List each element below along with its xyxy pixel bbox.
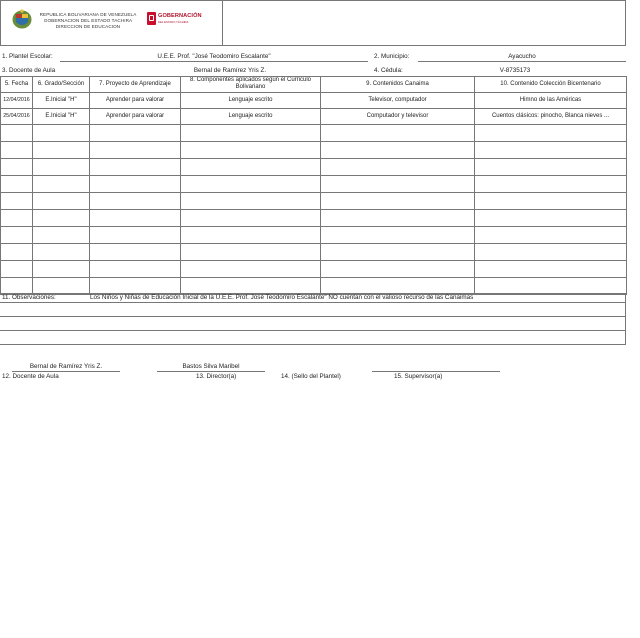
table-cell: Lenguaje escrito xyxy=(181,108,321,124)
table-cell xyxy=(475,243,627,260)
table-cell xyxy=(181,175,321,192)
table-row xyxy=(1,192,627,209)
table-row xyxy=(1,124,627,141)
docente-signature-label: 12. Docente de Aula xyxy=(2,373,59,380)
table-cell xyxy=(33,124,90,141)
header-grado-seccion: 6. Grado/Sección xyxy=(33,77,90,93)
table-cell xyxy=(181,209,321,226)
municipio-underline xyxy=(418,61,626,62)
plantel-underline xyxy=(60,61,368,62)
table-cell xyxy=(321,158,475,175)
table-cell xyxy=(321,141,475,158)
table-cell: Computador y televisor xyxy=(321,108,475,124)
table-cell xyxy=(1,124,33,141)
director-signature-label: 13. Director(a) xyxy=(196,373,237,380)
table-cell xyxy=(1,277,33,294)
gobernacion-title: GOBERNACIÓN xyxy=(158,13,202,19)
table-cell xyxy=(33,192,90,209)
header-divider xyxy=(222,0,223,46)
table-cell xyxy=(321,209,475,226)
table-cell xyxy=(33,260,90,277)
activities-table xyxy=(0,76,627,295)
table-cell: 12/04/2016 xyxy=(1,92,33,108)
docente-value: Bernal de Ramírez Yris Z. xyxy=(193,67,267,74)
table-cell xyxy=(475,226,627,243)
table-row xyxy=(1,108,627,124)
table-cell xyxy=(90,141,181,158)
table-cell xyxy=(321,260,475,277)
table-cell: Lenguaje escrito xyxy=(181,92,321,108)
table-cell xyxy=(321,192,475,209)
table-row xyxy=(1,158,627,175)
table-cell xyxy=(475,192,627,209)
table-cell xyxy=(181,277,321,294)
table-cell xyxy=(33,277,90,294)
table-row xyxy=(1,243,627,260)
cedula-label: 4. Cédula: xyxy=(374,67,403,74)
docente-signature-line xyxy=(12,371,120,372)
municipio-value: Ayacucho xyxy=(508,53,536,60)
observaciones-box xyxy=(0,293,626,345)
docente-label: 3. Docente de Aula xyxy=(2,67,56,74)
table-cell: Himno de las Américas xyxy=(475,92,627,108)
header-proyecto: 7. Proyecto de Aprendizaje xyxy=(90,77,181,93)
table-cell xyxy=(90,209,181,226)
table-cell xyxy=(33,141,90,158)
table-cell xyxy=(181,158,321,175)
table-cell xyxy=(475,175,627,192)
table-cell xyxy=(321,175,475,192)
table-cell xyxy=(90,124,181,141)
table-cell xyxy=(475,124,627,141)
table-cell xyxy=(475,158,627,175)
table-cell xyxy=(1,209,33,226)
table-cell xyxy=(475,209,627,226)
table-cell xyxy=(475,277,627,294)
table-cell xyxy=(33,158,90,175)
table-cell xyxy=(90,260,181,277)
table-cell xyxy=(1,192,33,209)
table-row xyxy=(1,277,627,294)
table-cell xyxy=(181,192,321,209)
table-cell: Televisor, computador xyxy=(321,92,475,108)
table-cell xyxy=(321,243,475,260)
cedula-value: V-8735173 xyxy=(499,67,531,74)
table-cell xyxy=(181,124,321,141)
table-cell xyxy=(321,124,475,141)
supervisor-signature-label: 15. Supervisor(a) xyxy=(394,373,443,380)
table-cell xyxy=(321,226,475,243)
table-row xyxy=(1,175,627,192)
sello-label: 14. (Sello del Plantel) xyxy=(281,373,341,380)
table-row xyxy=(1,260,627,277)
header-line-3: DIRECCION DE EDUCACION xyxy=(55,24,121,29)
table-cell xyxy=(33,209,90,226)
table-cell xyxy=(33,226,90,243)
table-cell xyxy=(475,141,627,158)
plantel-value: U.E.E. Prof. "José Teodomiro Escalante" xyxy=(157,53,271,60)
header-componentes: 8. Componentes aplicados según el Curriculo Bolivariano xyxy=(181,77,321,93)
table-row xyxy=(1,92,627,108)
table-cell xyxy=(1,141,33,158)
table-cell xyxy=(181,141,321,158)
director-signature-name: Bastos Silva Maribel xyxy=(182,363,240,370)
table-header-row xyxy=(1,77,627,93)
table-cell: E.Inicial "H" xyxy=(33,108,90,124)
table-cell xyxy=(90,175,181,192)
table-cell: Aprender para valorar xyxy=(90,108,181,124)
table-row xyxy=(1,209,627,226)
table-cell xyxy=(90,226,181,243)
table-cell xyxy=(181,226,321,243)
docente-signature-name: Bernal de Ramírez Yris Z. xyxy=(29,363,103,370)
header-institution xyxy=(36,12,140,30)
table-cell xyxy=(321,277,475,294)
supervisor-signature-line xyxy=(372,371,500,372)
table-cell xyxy=(181,260,321,277)
header-fecha: 5. Fecha xyxy=(1,77,33,93)
header-coleccion-bicentenario: 10. Contenido Colección Bicentenario xyxy=(475,77,627,93)
director-signature-line xyxy=(157,371,265,372)
plantel-label: 1. Plantel Escolar: xyxy=(2,53,53,60)
table-cell xyxy=(1,226,33,243)
table-cell xyxy=(90,277,181,294)
table-cell xyxy=(90,158,181,175)
observaciones-label: 11. Observaciones: xyxy=(2,294,56,301)
observaciones-line xyxy=(0,302,626,303)
gobernacion-subtitle: DEL ESTADO TÁCHIRA xyxy=(158,20,189,24)
table-cell xyxy=(1,158,33,175)
table-cell xyxy=(181,243,321,260)
municipio-label: 2. Municipio: xyxy=(374,53,410,60)
table-cell xyxy=(1,175,33,192)
table-cell xyxy=(33,243,90,260)
table-cell xyxy=(475,260,627,277)
header-line-2: GOBERNACION DEL ESTADO TACHIRA xyxy=(43,18,133,23)
gobernacion-mark-icon xyxy=(147,12,156,25)
table-cell xyxy=(90,192,181,209)
header-contenidos-canaima: 9. Contenidos Canaima xyxy=(321,77,475,93)
table-cell: Cuentos clásicos: pinocho, Blanca nieves ... xyxy=(475,108,627,124)
observaciones-line xyxy=(0,316,626,317)
table-cell xyxy=(33,175,90,192)
table-cell: Aprender para valorar xyxy=(90,92,181,108)
table-cell xyxy=(1,260,33,277)
table-cell xyxy=(90,243,181,260)
table-cell: 25/04/2016 xyxy=(1,108,33,124)
table-cell: E.Inicial "H" xyxy=(33,92,90,108)
observaciones-line xyxy=(0,330,626,331)
observaciones-text: Los Niños y Niñas de Educación Inicial de la U.E.E. Prof. José Teodomiro Escalante" NO cuentan con el valioso recurso de las Canaimas xyxy=(90,294,474,301)
coat-of-arms-icon xyxy=(11,8,33,30)
table-cell xyxy=(1,243,33,260)
table-row xyxy=(1,226,627,243)
table-row xyxy=(1,141,627,158)
header-line-1: REPUBLICA BOLIVARIANA DE VENEZUELA xyxy=(39,12,137,17)
